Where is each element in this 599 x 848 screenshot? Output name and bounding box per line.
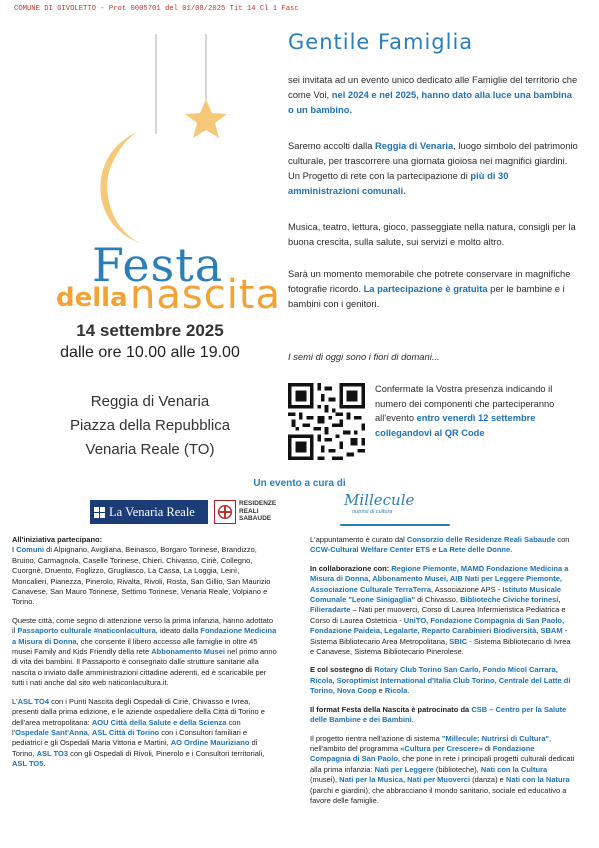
organizers-paragraph: L'appuntamento è curato dal Consorzio delle Residenze Reali Sabaude con CCW-Cultural Welfare Center ETS e La Rete delle Donne.: [310, 535, 570, 555]
curated-by: Un evento a cura di: [253, 478, 346, 489]
event-square: Piazza della Repubblica: [69, 417, 231, 434]
venaria-logo-text: La Venaria Reale: [109, 504, 195, 519]
patronage-paragraph: Il format Festa della Nascita è patrocinato da CSB – Centro per la Salute delle Bambine e dei Bambini.: [310, 704, 567, 725]
intro-paragraph-4: Sarà un momento memorabile che potrete conservare in magnifiche fotografie ricordo. La partecipazione è gratuita per le bambine e i bambini con i genitori.: [288, 268, 571, 309]
greeting-title: Gentile Famiglia: [288, 30, 474, 54]
event-city: Venaria Reale (TO): [85, 441, 215, 458]
passaporto-paragraph: Queste città, come segno di attenzione verso la prima infanzia, hanno adottato il Passaporto culturale #naticonlacultura, ideato dalla Fondazione Medicina a Misura di Donna, che consente il libero accesso alle famiglie in oltre 45 musei Family and Kids Friendly della rete Abbonamento Musei nel primo anno di vita dei bambini. Il Passaporto è consegnato dalle strutture sanitarie alla nascita o inviato dalle amministrazioni cittadine aderenti, ed è scaricabile per tutti i nati anche dal sito web naticonlacultura.it.: [12, 615, 277, 688]
participants-heading: All'iniziativa partecipano:: [12, 535, 103, 544]
logo-festa: Festa: [92, 238, 224, 292]
intro-paragraph-3: Musica, teatro, lettura, gioco, passeggiate nella natura, consigli per la buona crescita, sulla salute, sui servizi e molto altro.: [288, 221, 576, 247]
residenze-logo-text: RESIDENZE REALI SABAUDE: [239, 500, 277, 522]
star-icon: [185, 99, 227, 138]
comuni-paragraph: I Comuni di Alpignano, Avigliana, Beinasco, Borgaro Torinese, Brandizzo, Bruino, Carmagnola, Caselle Torinese, Chieri, Chivasso, Ciriè, Collegno, Cuorgnè, Druento, Foglizzo, Grugliasco, La Cassa, La Loggia, Leinì, Moncalieri, Pianezza, Pinerolo, Rivalta, Rivoli, Rosta, San Gillio, San Maurizio Canavese, San Mauro Torinese, Settimo Torinese, Venaria Reale, Volpiano e Torino.: [12, 545, 271, 607]
event-hours: dalle ore 10.00 alle 19.00: [60, 344, 240, 361]
program-paragraph: Il progetto rientra nell'azione di sistema "Millecule: Nutrirsi di Cultura", nell'ambito del programma «Cultura per Crescere» di Fondazione Compagnia di San Paolo, che pone in rete i principali progetti culturali dedicati alla prima infanzia: Nati per Leggere (biblioteche), Nati con la Cultura (musei), Nati per la Musica, Nati per Muoverci (danza) e Nati con la Natura (parchi e giardini), che abbracciano il mondo sanitario, sociale ed educativo a favore delle famiglie.: [310, 733, 575, 805]
venaria-logo: [90, 500, 208, 524]
venaria-grid-icon: [94, 507, 105, 518]
asl-paragraph: L'ASL TO4 con i Punti Nascita degli Ospedali di Ciriè, Chivasso e Ivrea, presenti dalla prima edizione, e le aziende ospedaliere della Città di Torino e dell'area metropolitana: AOU Città della Salute e della Scienza con l'Ospedale Sant'Anna, ASL Città di Torino con i Consultori familiari e pediatrici e gli Ospedali Maria Vittoria e Martini, AO Ordine Mauriziano di Torino, ASL TO3 con gli Ospedali di Rivoli, Pinerolo e i Consultori territoriali, ASL TO5.: [12, 696, 265, 769]
sponsors-paragraph: E col sostegno di Rotary Club Torino San Carlo, Fondo Micol Carrara, Ricola, Soroptimist International d'Italia Club Torino, Centrale del Latte di Torino, Nova Coop e Ricola.: [310, 665, 571, 696]
logo-della: della: [56, 283, 128, 313]
millecule-tagline: nutrirsi di cultura: [352, 509, 393, 515]
qr-code[interactable]: [288, 383, 365, 460]
moon-illustration: [38, 34, 238, 249]
intro-paragraph-2: Saremo accolti dalla Reggia di Venaria, luogo simbolo del patrimonio culturale, per trascorrere una giornata gioiosa nei magnifici giardini. Un Progetto di rete con la partecipazione di più di 30 amministrazioni comunali.: [288, 140, 578, 196]
intro-paragraph-1: sei invitata ad un evento unico dedicato alle Famiglie del territorio che come Voi, nel 2024 e nel 2025, hanno dato alla luce una bambina o un bambino.: [288, 74, 578, 115]
protocol-stamp: COMUNE DI GIVOLETTO - Prot 0005701 del 01/08/2025 Tit 14 Cl 1 Fasc: [14, 5, 299, 13]
millecule-underline: [340, 524, 450, 526]
qr-instructions: Confermate la Vostra presenza indicando il numero dei componenti che parteciperanno all'evento entro venerdì 12 settembre collegandovi al QR Code: [375, 384, 555, 438]
logo-nascita: nascita: [130, 272, 282, 318]
moon-icon: [100, 132, 150, 246]
motto: I semi di oggi sono i fiori di domani...: [288, 351, 440, 362]
event-venue: Reggia di Venaria: [90, 393, 210, 410]
event-date: 14 settembre 2025: [76, 321, 224, 340]
left-column: [12, 535, 277, 778]
collaborations-paragraph: In collaborazione con: Regione Piemonte, MAMD Fondazione Medicina a Misura di Donna, Abbonamento Musei, AIB Nati per Leggere Piemonte, Associazione Culturale TerraTerra, Associazione APS - Istituto Musicale Comunale "Leone Sinigaglia" di Chivasso, Biblioteche Civiche torinesi, Filieradarte – Nati per muoverci, Corso di Laurea Infermieristica Pediatrica e Corso di Laurea Ostetricia - UniTO, Fondazione Compagnia di San Paolo, Fondazione Paideia, Legalarte, Reparto Carabinieri Biodiversità, SBAM - Sistema Bibliotecario Area Metropolitana, SBIC - Sistema Bibliotecario di Ivrea e Canavese, Sistema Bibliotecario Pinerolese.: [310, 563, 571, 657]
millecule-logo: Millecule: [344, 491, 415, 509]
residenze-logo: [214, 500, 236, 524]
right-column: [310, 535, 575, 845]
